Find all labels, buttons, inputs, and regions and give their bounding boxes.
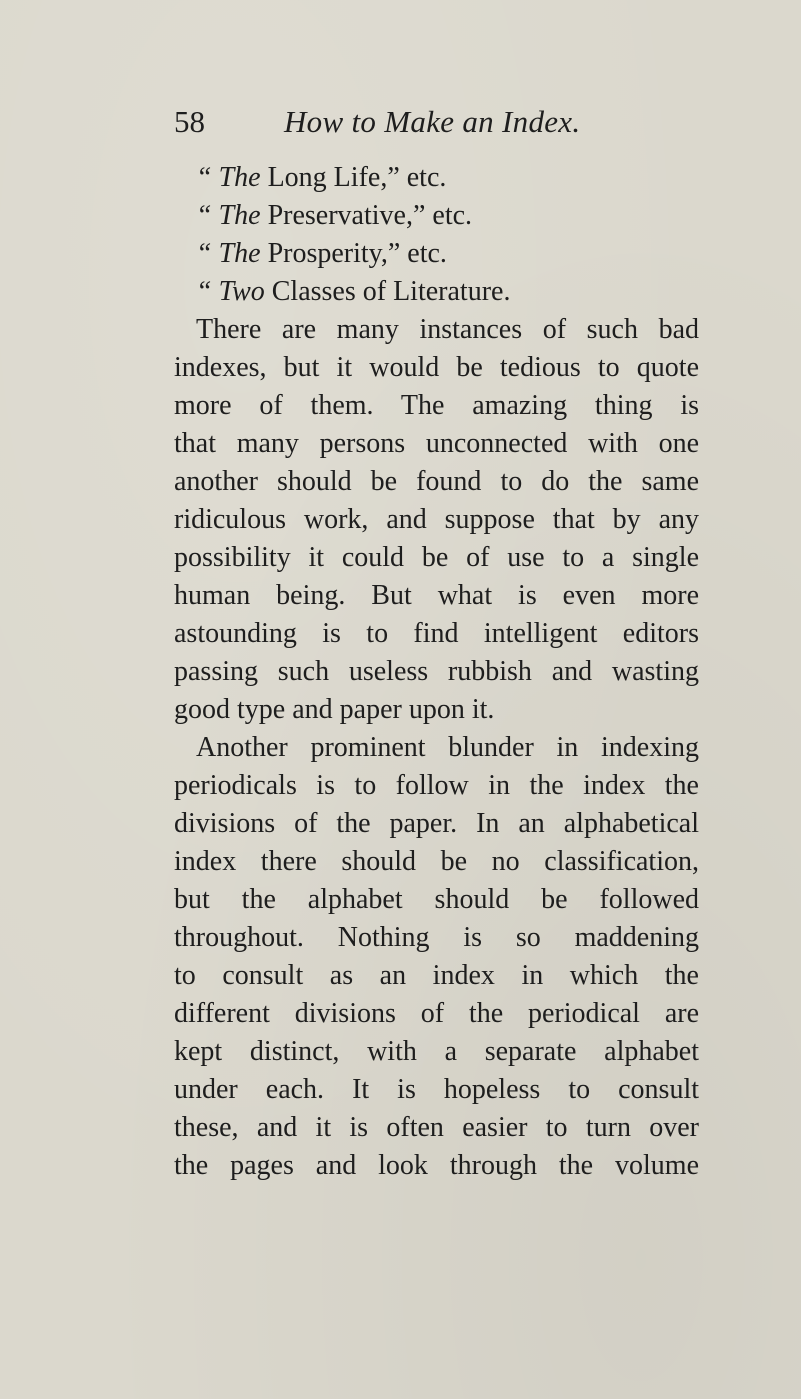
open-quote: “ xyxy=(196,238,212,269)
entry-text: Long Life,” etc. xyxy=(260,162,447,193)
italic-word: Two xyxy=(218,276,265,307)
italic-word: The xyxy=(218,162,261,193)
paragraph xyxy=(174,729,699,1185)
italic-word: The xyxy=(218,200,261,231)
text-line: different divisions of the periodical are xyxy=(174,998,699,1029)
text-line: human being. But what is even more xyxy=(174,580,699,611)
open-quote: “ xyxy=(196,276,212,307)
entry-text: Classes of Literature. xyxy=(264,276,511,307)
paragraph xyxy=(174,311,699,729)
text-line: good type and paper upon it. xyxy=(174,694,495,725)
text-line: astounding is to find intelligent editors xyxy=(174,618,699,649)
text-line: but the alphabet should be followed xyxy=(174,884,699,915)
text-line: passing such useless rubbish and wasting xyxy=(174,656,699,687)
text-line: that many persons unconnected with one xyxy=(174,428,699,459)
entry-text: Prosperity,” etc. xyxy=(260,238,447,269)
text-line: under each. It is hopeless to consult xyxy=(174,1074,699,1105)
open-quote: “ xyxy=(196,162,212,193)
text-line: ridiculous work, and suppose that by any xyxy=(174,504,699,535)
quoted-entry xyxy=(196,235,716,273)
running-title: How to Make an Index. xyxy=(284,104,581,139)
text-line: kept distinct, with a separate alphabet xyxy=(174,1036,699,1067)
text-line: index there should be no classification, xyxy=(174,846,699,877)
text-line: There are many instances of such bad xyxy=(196,314,699,345)
text-line: Another prominent blunder in indexing xyxy=(196,732,699,763)
text-line: throughout. Nothing is so maddening xyxy=(174,922,699,953)
text-line: possibility it could be of use to a single xyxy=(174,542,699,573)
text-line: the pages and look through the volume xyxy=(174,1150,699,1181)
text-line: another should be found to do the same xyxy=(174,466,699,497)
italic-word: The xyxy=(218,238,261,269)
text-line: to consult as an index in which the xyxy=(174,960,699,991)
text-line: more of them. The amazing thing is xyxy=(174,390,699,421)
quoted-entry xyxy=(196,197,716,235)
page-number: 58 xyxy=(174,104,205,139)
body-text xyxy=(174,311,699,1185)
entry-text: Preservative,” etc. xyxy=(260,200,473,231)
running-head xyxy=(174,100,714,144)
quoted-entry xyxy=(196,273,716,311)
text-line: these, and it is often easier to turn over xyxy=(174,1112,699,1143)
open-quote: “ xyxy=(196,200,212,231)
text-line: divisions of the paper. In an alphabetical xyxy=(174,808,699,839)
text-line: indexes, but it would be tedious to quote xyxy=(174,352,699,383)
quoted-index-entries xyxy=(196,159,716,311)
text-line: periodicals is to follow in the index the xyxy=(174,770,699,801)
quoted-entry xyxy=(196,159,716,197)
